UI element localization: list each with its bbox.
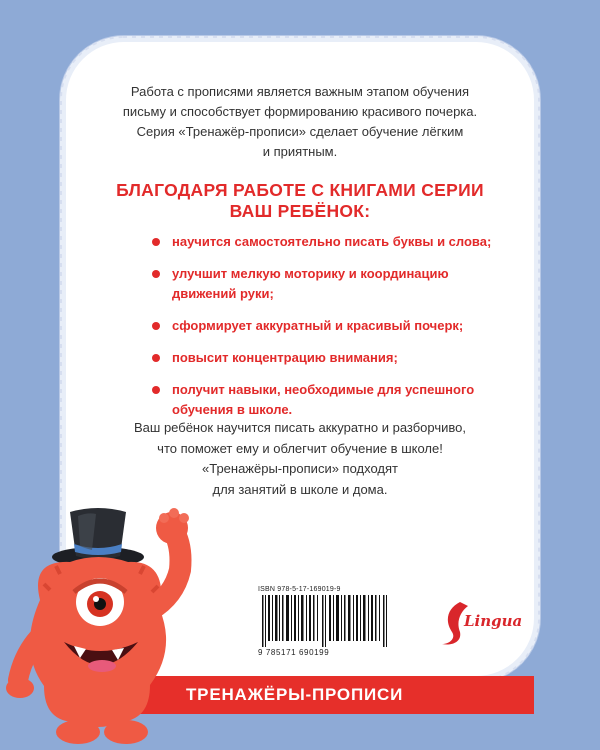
outro-paragraph <box>100 418 500 500</box>
barcode <box>258 586 408 658</box>
intro-line: Серия «Тренажёр-прописи» сделает обучение лёгким <box>136 124 464 139</box>
list-item <box>150 316 510 336</box>
bullet-dot-icon <box>152 322 160 330</box>
outro-line: «Тренажёры-прописи» подходят <box>202 461 398 476</box>
list-item <box>150 380 510 420</box>
publisher-logo <box>438 598 523 648</box>
bullet-dot-icon <box>152 270 160 278</box>
intro-line: Работа с прописями является важным этапом обучения <box>130 84 470 99</box>
isbn-text: ISBN 978-5-17-169019-9 <box>258 586 341 593</box>
outro-line: что поможет ему и облегчит обучение в школе! <box>157 440 443 456</box>
list-item-text: получит навыки, необходимые для успешного <box>172 382 475 397</box>
list-item-text: сформирует аккуратный и красивый почерк; <box>172 318 464 333</box>
list-item-text: движений руки; <box>172 286 274 301</box>
bullet-dot-icon <box>152 238 160 246</box>
benefits-list <box>150 232 510 432</box>
intro-line: письму и способствует формированию красивого почерка. <box>122 104 478 119</box>
list-item <box>150 264 510 304</box>
outro-line: для занятий в школе и дома. <box>212 481 388 497</box>
barcode-number: 9 785171 690199 <box>258 648 330 657</box>
intro-line: и приятным. <box>262 144 338 159</box>
list-item <box>150 348 510 368</box>
headline-line: ВАШ РЕБЁНОК: <box>229 201 371 221</box>
barcode-bars <box>258 595 398 647</box>
monster-mascot-illustration <box>0 500 210 750</box>
headline-line: БЛАГОДАРЯ РАБОТЕ С КНИГАМИ СЕРИИ <box>116 180 484 200</box>
outro-line: Ваш ребёнок научится писать аккуратно и разборчиво, <box>134 420 466 435</box>
list-item <box>150 232 510 252</box>
series-banner-text: ТРЕНАЖЁРЫ-ПРОПИСИ <box>186 685 404 704</box>
intro-paragraph <box>100 82 500 162</box>
list-item-text: обучения в школе. <box>172 402 293 417</box>
bullet-dot-icon <box>152 354 160 362</box>
list-item-text: улучшит мелкую моторику и координацию <box>172 266 449 281</box>
publisher-name: Lingua <box>464 612 523 630</box>
bullet-dot-icon <box>152 386 160 394</box>
benefits-headline <box>100 180 500 222</box>
list-item-text: научится самостоятельно писать буквы и слова; <box>172 234 492 249</box>
list-item-text: повысит концентрацию внимания; <box>172 350 398 365</box>
